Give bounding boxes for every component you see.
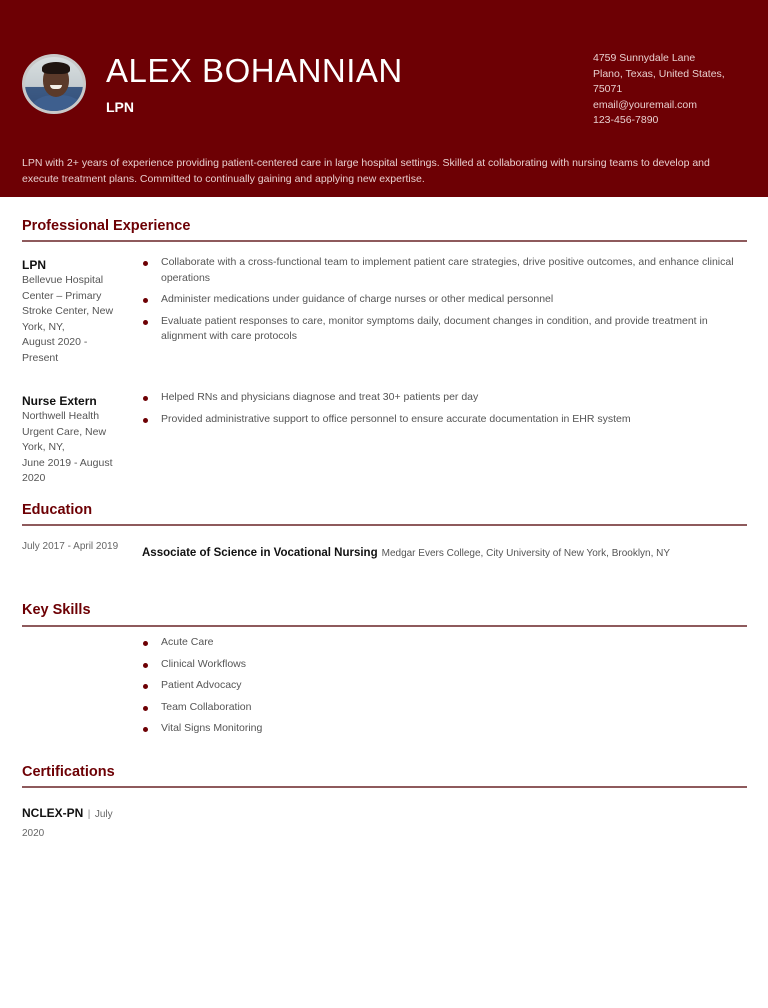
certification-name: NCLEX-PN — [22, 806, 84, 820]
list-item: Administer medications under guidance of charge nurses or other medical personnel — [140, 292, 740, 308]
skills-list — [140, 635, 740, 743]
bullet-dot-icon — [143, 663, 148, 668]
certification-entry — [22, 804, 122, 842]
bullet-dot-icon — [143, 320, 148, 325]
contact-block — [593, 51, 753, 129]
bullet-dot-icon — [143, 706, 148, 711]
section-title-certifications: Certifications — [22, 764, 115, 780]
skill-item: Vital Signs Monitoring — [140, 721, 740, 737]
bullet-dot-icon — [143, 261, 148, 266]
section-divider — [22, 524, 747, 526]
job-employer: Bellevue Hospital Center – Primary Stroke Center, New York, NY, — [22, 274, 114, 333]
section-divider — [22, 240, 747, 242]
certification-separator: | — [87, 809, 91, 820]
contact-email[interactable]: email@youremail.com — [593, 98, 698, 111]
skill-item: Patient Advocacy — [140, 678, 740, 694]
skill-item: Clinical Workflows — [140, 657, 740, 673]
profile-photo — [22, 54, 86, 114]
job-employer: Northwell Health Urgent Care, New York, NY, — [22, 410, 107, 454]
resume-header — [0, 0, 768, 197]
list-item: Collaborate with a cross-functional team to implement patient care strategies, drive positive outcomes, and enhance clinical operations — [140, 255, 740, 286]
job-title: Nurse Extern — [22, 394, 97, 408]
bullet-dot-icon — [143, 418, 148, 423]
section-title-skills: Key Skills — [22, 602, 91, 618]
section-divider — [22, 786, 747, 788]
profile-summary: LPN with 2+ years of experience providing patient-centered care in large hospital settings. Skilled at collaborating with nursing teams to develop and execute treatment plans. Committed to continually gaining and applying new expertise. — [22, 157, 710, 185]
list-item: Evaluate patient responses to care, monitor symptoms daily, document changes in condition, and provide treatment in alignment with care protocols — [140, 314, 740, 345]
bullet-dot-icon — [143, 684, 148, 689]
list-item: Helped RNs and physicians diagnose and treat 30+ patients per day — [140, 390, 740, 406]
address-line-2: Plano, Texas, United States, — [593, 67, 725, 80]
bullet-dot-icon — [143, 641, 148, 646]
job-dates: June 2019 - August 2020 — [22, 456, 113, 485]
candidate-title: LPN — [106, 99, 134, 115]
address-line-1: 4759 Sunnydale Lane — [593, 52, 696, 64]
skill-item: Acute Care — [140, 635, 740, 651]
bullet-dot-icon — [143, 727, 148, 732]
education-dates: July 2017 - April 2019 — [22, 541, 119, 552]
job-title: LPN — [22, 258, 46, 272]
bullet-dot-icon — [143, 396, 148, 401]
candidate-name: ALEX BOHANNIAN — [106, 52, 403, 89]
section-title-experience: Professional Experience — [22, 218, 191, 234]
certification-date: July 2020 — [22, 809, 113, 839]
education-entry — [142, 543, 670, 561]
bullet-dot-icon — [143, 298, 148, 303]
job-entry-2-details — [22, 393, 122, 487]
job-entry-1-bullets — [140, 255, 740, 351]
section-title-education: Education — [22, 502, 93, 518]
education-degree: Associate of Science in Vocational Nursing — [142, 547, 378, 559]
job-entry-1-details — [22, 257, 122, 367]
education-school: Medgar Evers College, City University of New York, Brooklyn, NY — [381, 548, 671, 559]
job-entry-2-bullets — [140, 390, 740, 433]
address-zip: 75071 — [593, 83, 623, 96]
skill-item: Team Collaboration — [140, 700, 740, 716]
section-divider — [22, 625, 747, 627]
contact-phone: 123-456-7890 — [593, 114, 659, 127]
list-item: Provided administrative support to office personnel to ensure accurate documentation in EHR system — [140, 412, 740, 428]
job-dates: August 2020 - Present — [22, 336, 88, 364]
